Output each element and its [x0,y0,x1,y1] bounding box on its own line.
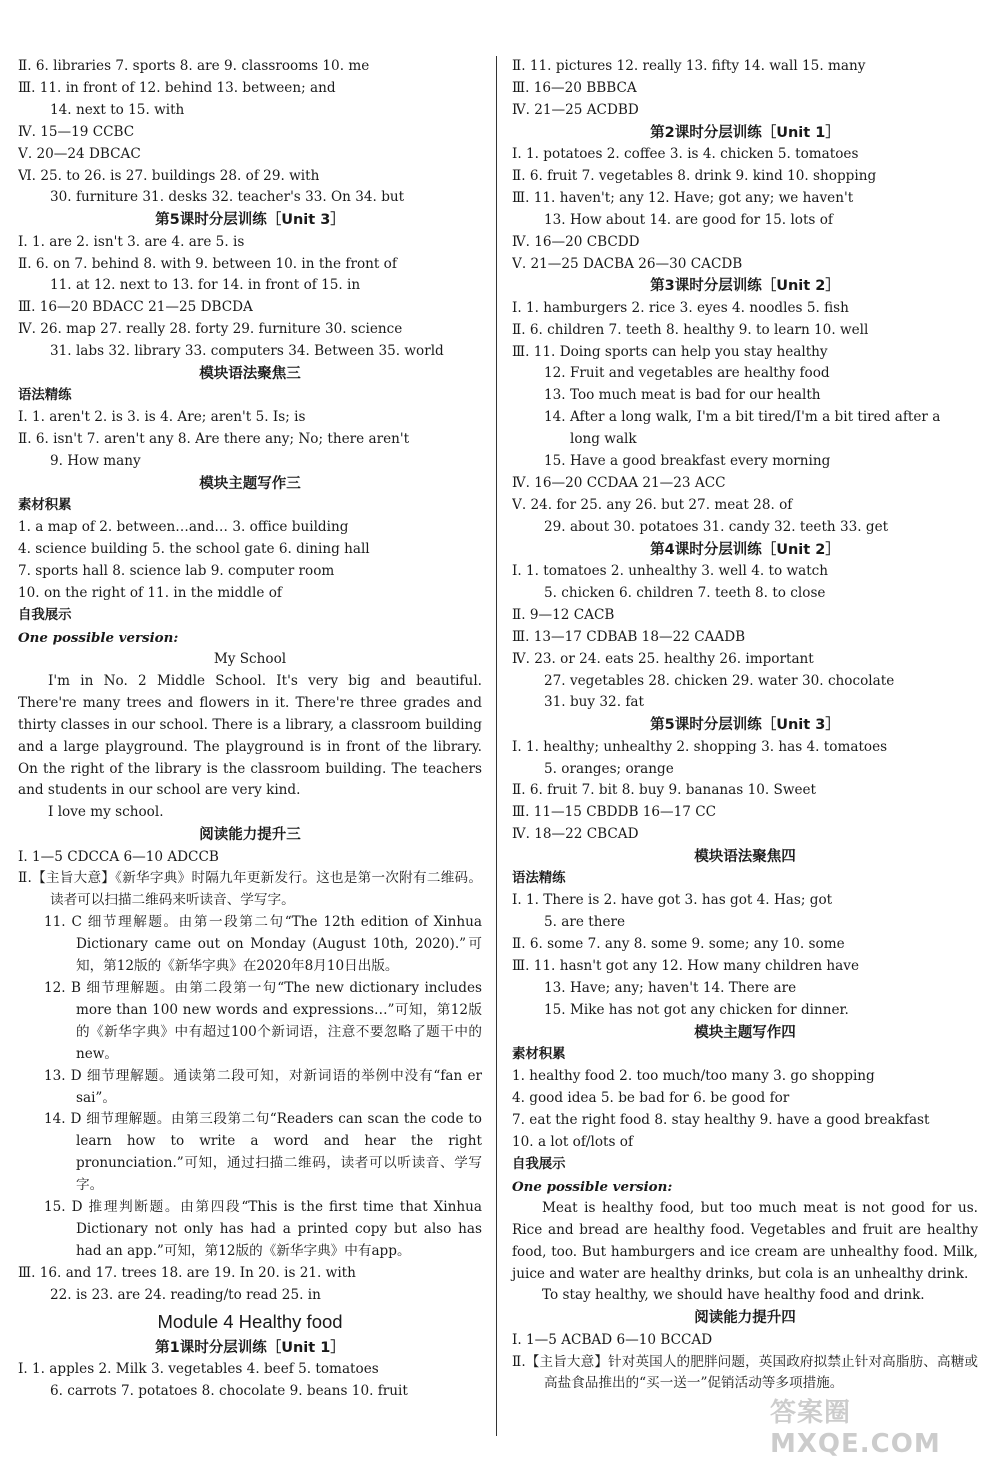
section-heading: 模块语法聚焦四 [694,849,796,866]
answer-line: Ⅳ. 26. map 27. really 28. forty 29. furniture 30. science [18,321,403,338]
answer-line: Ⅳ. 23. or 24. eats 25. healthy 26. important [512,650,814,667]
answer-line: Ⅲ. 16. and 17. trees 18. are 19. In 20. is 21. with [18,1264,356,1281]
answer-line: Ⅱ. 6. isn't 7. aren't any 8. Are there any; No; there aren't [18,431,410,448]
answer-line: Ⅰ. 1—5 ACBAD 6—10 BCCAD [512,1331,713,1348]
section-heading: 第5课时分层训练［Unit 3］ [155,212,345,229]
answer-line: Ⅲ. 11. haven't; any 12. Have; got any; we haven't [512,189,854,206]
answer-line: Ⅲ. 11. hasn't got any 12. How many children have [512,958,859,975]
answer-line: 14. next to 15. with [50,101,185,118]
answer-line: 5. oranges; orange [544,760,674,777]
answer-line: 4. science building 5. the school gate 6. dining hall [18,541,370,558]
answer-line: 22. is 23. are 24. reading/to read 25. in [50,1286,321,1303]
paragraph: Meat is healthy food, but too much meat is not good for us. Rice and bread are healthy food. Vegetables and fruit are healthy food, too. But hamburgers and ice cream are unhealthy food. Milk, juice and water are healthy drinks, but cola is an unhealthy drink. [512,1199,978,1282]
answer-line: Ⅱ. 11. pictures 12. really 13. fifty 14. wall 15. many [512,58,866,74]
answer-line: 7. eat the right food 8. stay healthy 9. have a good breakfast [512,1112,930,1129]
answer-line: Ⅰ. 1. tomatoes 2. unhealthy 3. well 4. to watch [512,563,829,580]
paragraph: Ⅱ.【主旨大意】《新华字典》时隔九年更新发行。这也是第一次附有二维码。读者可以扫描二维码来听读音、学写字。 [18,870,482,909]
answer-line: Ⅴ. 21—25 DACBA 26—30 CACDB [512,255,743,272]
answer-line: Ⅳ. 16—20 CBCDD [512,233,640,250]
section-heading: 第1课时分层训练［Unit 1］ [155,1339,345,1356]
answer-line: 31. labs 32. library 33. computers 34. Between 35. world [50,343,444,360]
essay-title: My School [213,651,287,668]
subsection-label: 语法精练 [512,871,566,887]
paragraph: 13. D 细节理解题。通读第二段可知，对新词语的举例中没有“fan er sai”。 [44,1067,482,1106]
answer-line: 31. buy 32. fat [544,694,644,711]
answer-line: 13. Have; any; haven't 14. There are [544,980,797,997]
subsection-label: 自我展示 [18,608,72,624]
left-column [18,56,482,1403]
answer-line: 15. Have a good breakfast every morning [544,453,831,470]
answer-line: 5. chicken 6. children 7. teeth 8. to close [544,584,826,601]
answer-line: To stay healthy, we should have healthy food and drink. [542,1287,925,1304]
answer-line: Ⅱ. 6. on 7. behind 8. with 9. between 10. in the front of [18,255,397,272]
answer-line: Ⅰ. 1. aren't 2. is 3. is 4. Are; aren't 5. Is; is [18,409,306,426]
answer-line: Ⅲ. 16—20 BDACC 21—25 DBCDA [18,299,253,316]
subsection-label: 素材积累 [18,498,72,514]
subsection-label: 素材积累 [512,1047,566,1063]
paragraph: I'm in No. 2 Middle School. It's very big and beautiful. There're many trees and flowers in it. There're three grades and thirty classes in our school. There is a library, a classroom building and a large playground. The playground is in front of the library. On the right of the library is the classroom building. The teachers and students in our school are very kind. [18,672,482,799]
version-label: One possible version: [512,1178,673,1195]
answer-line: 11. at 12. next to 13. for 14. in front of 15. in [50,277,361,294]
answer-line: 27. vegetables 28. chicken 29. water 30. chocolate [544,672,895,689]
section-heading: 阅读能力提升三 [199,827,301,844]
section-heading: 模块语法聚焦三 [199,366,301,383]
answer-line: 1. healthy food 2. too much/too many 3. go shopping [512,1068,875,1085]
paragraph: Ⅱ.【主旨大意】针对英国人的肥胖问题，英国政府拟禁止针对高脂肪、高糖或高盐食品推出的“买一送一”促销活动等多项措施。 [512,1353,978,1392]
section-heading: 第4课时分层训练［Unit 2］ [650,541,840,558]
answer-line: I love my school. [48,804,164,821]
right-column [512,56,978,1395]
paragraph: 11. C 细节理解题。由第一段第二句“The 12th edition of Xinhua Dictionary came out on Monday (August 10th, 2020).”可知，第12版的《新华字典》在2020年8月10日出版。 [44,914,482,975]
column-divider [496,56,497,1436]
answer-line: 13. How about 14. are good for 15. lots of [544,211,833,228]
answer-line: Ⅱ. 6. some 7. any 8. some 9. some; any 10. some [512,936,845,953]
section-heading: 第5课时分层训练［Unit 3］ [650,717,840,734]
answer-line: 1. a map of 2. between…and… 3. office building [18,519,349,536]
version-label: One possible version: [18,630,179,647]
answer-line: Ⅲ. 16—20 BBBCA [512,79,637,96]
subsection-label: 自我展示 [512,1156,566,1172]
answer-line: Ⅲ. 13—17 CDBAB 18—22 CAADB [512,628,746,645]
answer-line: Ⅳ. 16—20 CCDAA 21—23 ACC [512,475,726,491]
section-heading: 阅读能力提升四 [694,1310,796,1327]
section-heading: 第3课时分层训练［Unit 2］ [650,278,840,295]
answer-line: Ⅲ. 11—15 CBDDB 16—17 CC [512,804,717,821]
paragraph: 12. B 细节理解题。由第二段第一句“The new dictionary includes more than 100 new words and expressions…”可知，第12版的《新华字典》中有超过100个新词语，注意不要忽略了题干中的new。 [44,980,482,1062]
answer-line: Ⅰ. 1. healthy; unhealthy 2. shopping 3. has 4. tomatoes [512,738,888,755]
answer-line: Ⅰ. 1. There is 2. have got 3. has got 4. Has; got [512,892,833,909]
section-heading: 模块主题写作四 [694,1024,796,1041]
module-title: Module 4 Healthy food [157,1310,343,1332]
section-heading: 模块主题写作三 [199,476,301,493]
answer-line: Ⅰ. 1. potatoes 2. coffee 3. is 4. chicken 5. tomatoes [512,146,859,163]
answer-line: Ⅳ. 21—25 ACDBD [512,101,639,118]
answer-line: 9. How many [50,453,141,470]
section-heading: 第2课时分层训练［Unit 1］ [650,124,840,141]
answer-line: 14. After a long walk, I'm a bit tired/I'm a bit tired after a [544,409,941,426]
answer-line: 4. good idea 5. be bad for 6. be good for [512,1090,790,1107]
answer-line: 7. sports hall 8. science lab 9. computer room [18,563,335,580]
paragraph: 15. D 推理判断题。由第四段“This is the first time that Xinhua Dictionary not only has had a printed copy but also has had an app.”可知，第12版的《新华字典》中有app。 [44,1199,482,1259]
answer-line: long walk [570,431,637,448]
answer-line: 10. a lot of/lots of [512,1133,633,1150]
answer-line: Ⅲ. 11. Doing sports can help you stay healthy [512,343,828,360]
paragraph: 14. D 细节理解题。由第三段第二句“Readers can scan the code to learn how to write a word and hear the right pronunciation.”可知，通过扫描二维码，读者可以听读音、学写字。 [44,1111,482,1194]
answer-line: Ⅱ. 9—12 CACB [512,606,615,623]
answer-line: 5. are there [544,914,626,931]
answer-line: Ⅰ. 1—5 CDCCA 6—10 ADCCB [18,848,219,865]
answer-line: Ⅵ. 25. to 26. is 27. buildings 28. of 29. with [18,167,320,184]
answer-line: 12. Fruit and vegetables are healthy food [544,365,830,382]
answer-line: 30. furniture 31. desks 32. teacher's 33. On 34. but [50,189,405,206]
answer-line: Ⅴ. 24. for 25. any 26. but 27. meat 28. of [512,496,793,513]
answer-line: 6. carrots 7. potatoes 8. chocolate 9. beans 10. fruit [50,1382,408,1399]
answer-line: Ⅱ. 6. fruit 7. bit 8. buy 9. bananas 10. Sweet [512,782,817,799]
subsection-label: 语法精练 [18,388,72,404]
answer-line: Ⅰ. 1. are 2. isn't 3. are 4. are 5. is [18,233,245,250]
answer-line: Ⅳ. 18—22 CBCAD [512,826,639,843]
answer-line: Ⅲ. 11. in front of 12. behind 13. between; and [18,79,336,96]
answer-line: 13. Too much meat is bad for our health [544,387,821,404]
answer-line: Ⅰ. 1. apples 2. Milk 3. vegetables 4. beef 5. tomatoes [18,1360,379,1377]
answer-line: Ⅱ. 6. children 7. teeth 8. healthy 9. to learn 10. well [512,321,869,338]
answer-line: Ⅳ. 15—19 CCBC [18,123,135,140]
watermark: 答案圈 MXQE.COM [770,1398,941,1459]
answer-line: 29. about 30. potatoes 31. candy 32. teeth 33. get [544,518,889,535]
answer-line: Ⅱ. 6. libraries 7. sports 8. are 9. classrooms 10. me [18,58,370,74]
answer-line: 15. Mike has not got any chicken for dinner. [544,1002,849,1019]
answer-line: Ⅴ. 20—24 DBCAC [18,145,141,162]
answer-line: 10. on the right of 11. in the middle of [18,585,282,602]
answer-line: Ⅱ. 6. fruit 7. vegetables 8. drink 9. kind 10. shopping [512,167,877,184]
answer-line: Ⅰ. 1. hamburgers 2. rice 3. eyes 4. noodles 5. fish [512,299,849,316]
